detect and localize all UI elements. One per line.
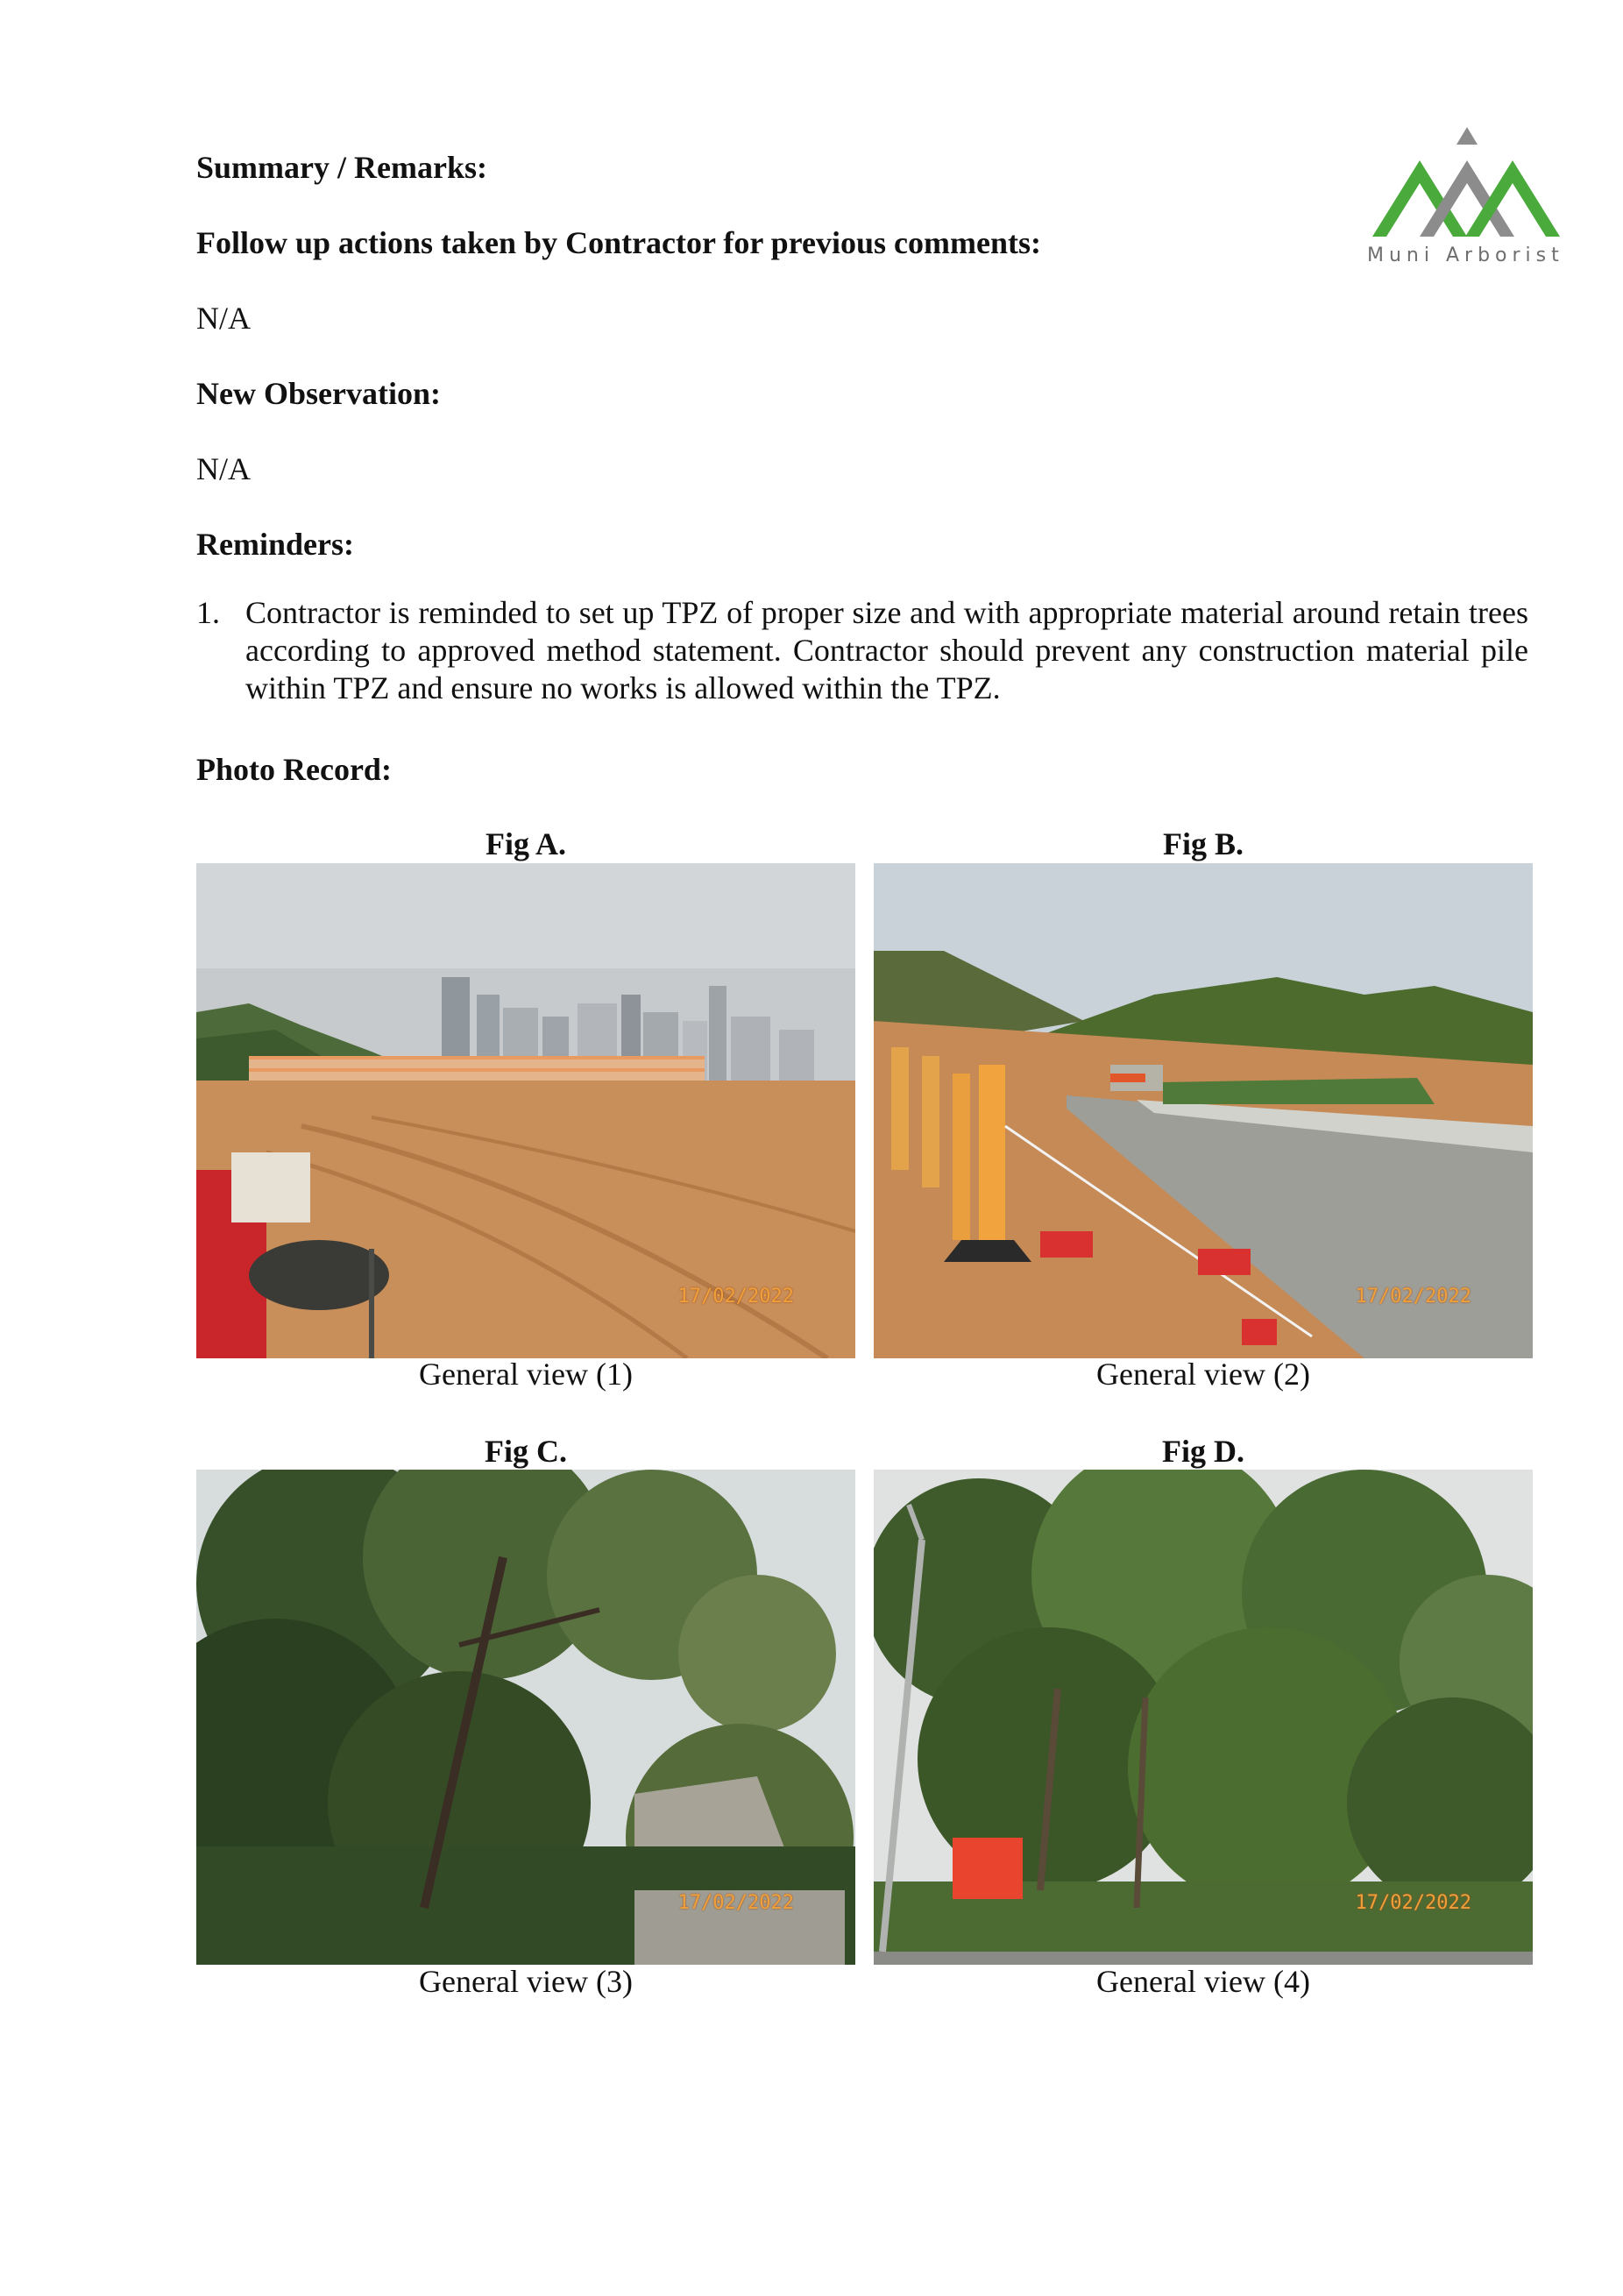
photo-fig-a [196,863,855,1358]
fig-a-caption: General view (1) [419,1357,633,1392]
followup-value: N/A [196,301,251,336]
fig-c-label: Fig C. [485,1434,567,1469]
followup-heading: Follow up actions taken by Contractor for previous comments: [196,225,1041,260]
fig-b-label: Fig B. [1162,826,1244,861]
logo-mark-icon [1365,127,1567,241]
fig-c-caption: General view (3) [419,1964,633,1999]
date-stamp: 17/02/2022 [1355,1892,1471,1914]
reminder-item [196,594,1528,707]
reminders-heading: Reminders: [196,527,354,562]
summary-heading: Summary / Remarks: [196,150,487,185]
muni-arborist-logo [1365,127,1567,276]
observation-heading: New Observation: [196,376,441,411]
date-stamp: 17/02/2022 [677,1286,794,1307]
fig-a-label: Fig A. [485,826,566,861]
fig-d-caption: General view (4) [1096,1964,1310,1999]
fig-b-caption: General view (2) [1096,1357,1310,1392]
logo-text: Muni Arborist [1367,244,1564,266]
photo-record-heading: Photo Record: [196,752,392,787]
reminder-text: Contractor is reminded to set up TPZ of proper size and with appropriate material around retain trees according to approved method statement. Contractor should prevent any construction material pile within TPZ and ensure no works is allowed within the TPZ. [245,595,1528,705]
photo-fig-b [874,863,1533,1358]
photo-fig-c [196,1470,855,1965]
reminder-number: 1. [196,595,220,630]
photo-fig-d [874,1470,1533,1965]
observation-value: N/A [196,451,251,486]
date-stamp: 17/02/2022 [677,1892,794,1914]
date-stamp: 17/02/2022 [1355,1286,1471,1307]
fig-d-label: Fig D. [1162,1434,1244,1469]
